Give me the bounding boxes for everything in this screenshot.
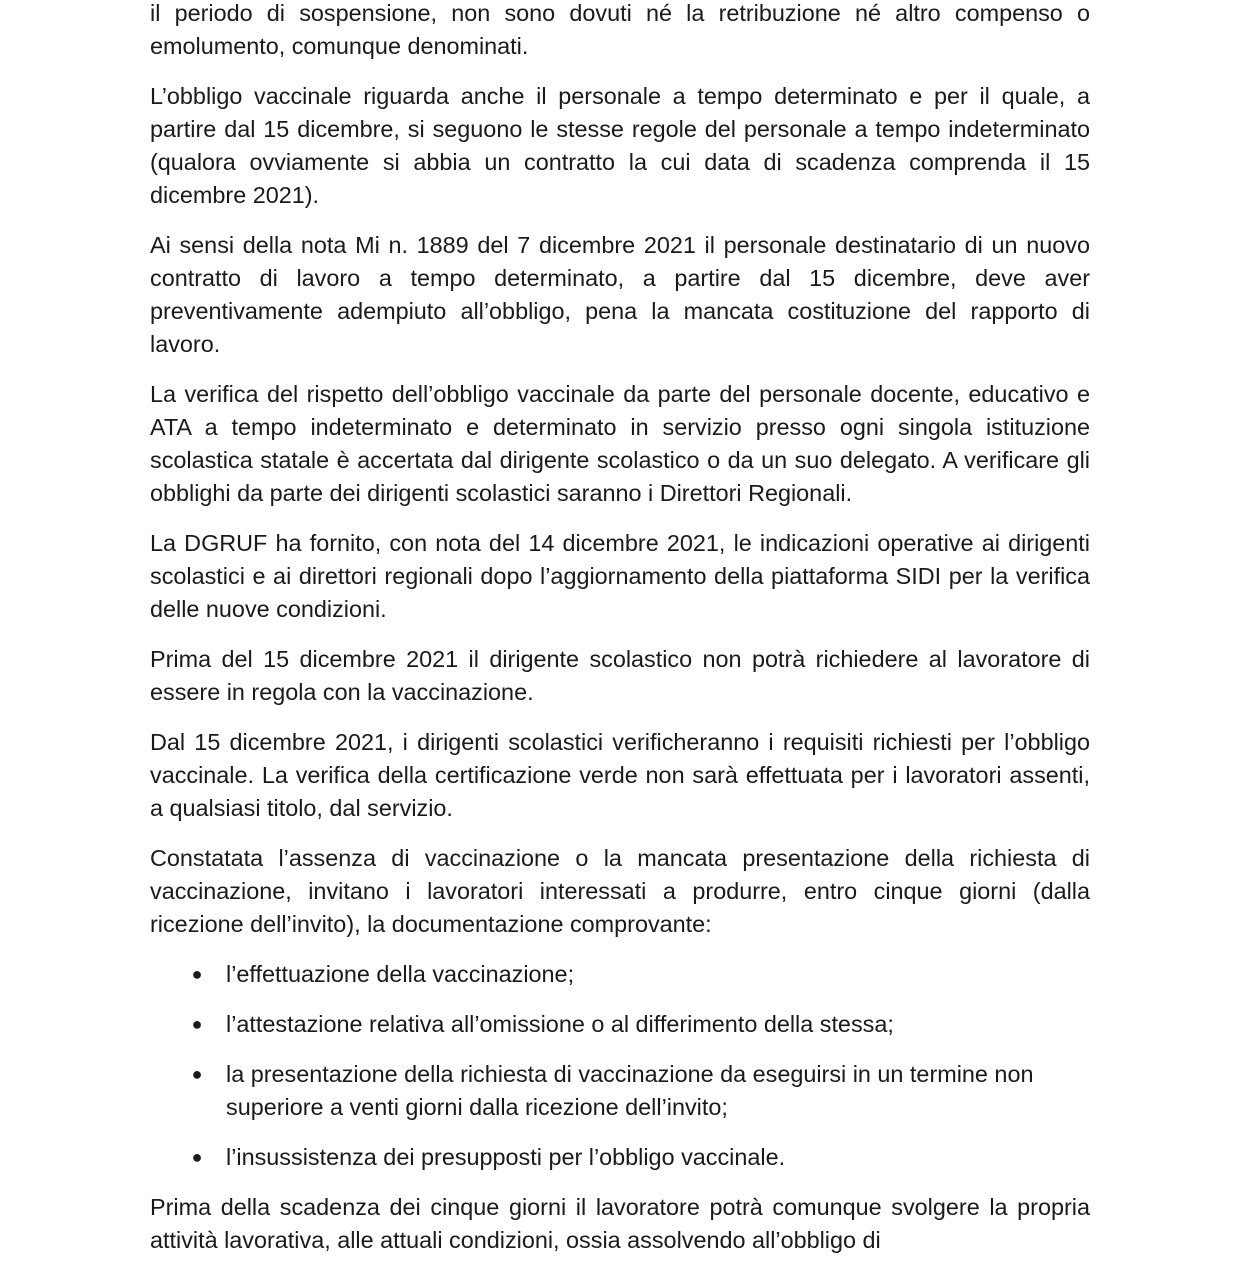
list-item	[150, 1058, 1090, 1124]
list-item-text: la presentazione della richiesta di vaccinazione da eseguirsi in un termine non superiore a venti giorni dalla ricezione dell’invito;	[226, 1061, 1034, 1120]
paragraph-before-dec-15: Prima del 15 dicembre 2021 il dirigente scolastico non potrà richiedere al lavoratore di essere in regola con la vaccinazione.	[150, 646, 1090, 705]
bullet-icon: ●	[191, 1014, 203, 1034]
list-item-text: l’insussistenza dei presupposti per l’obbligo vaccinale.	[226, 1144, 786, 1170]
paragraph-verification: La verifica del rispetto dell’obbligo vaccinale da parte del personale docente, educativo e ATA a tempo indeterminato e determinato in servizio presso ogni singola istituzione scolastica statale è accertata dal dirigente scolastico o da un suo delegato. A verificare gli obblighi da parte dei dirigenti scolastici saranno i Direttori Regionali.	[150, 381, 1090, 506]
paragraph-closing: Prima della scadenza dei cinque giorni il lavoratore potrà comunque svolgere la propria attività lavorativa, alle attuali condizioni, ossia assolvendo all’obbligo di	[150, 1194, 1090, 1253]
bullet-icon: ●	[191, 1147, 203, 1167]
paragraph-dgruf-note: La DGRUF ha fornito, con nota del 14 dicembre 2021, le indicazioni operative ai dirigenti scolastici e ai direttori regionali dopo l’aggiornamento della piattaforma SIDI per la verifica delle nuove condizioni.	[150, 530, 1090, 622]
list-item-text: l’effettuazione della vaccinazione;	[226, 961, 575, 987]
document-page	[150, 0, 1090, 1274]
paragraph-fixed-term-staff: L’obbligo vaccinale riguarda anche il personale a tempo determinato e per il quale, a partire dal 15 dicembre, si seguono le stesse regole del personale a tempo indeterminato (qualora ovviamente si abbia un contratto la cui data di scadenza comprenda il 15 dicembre 2021).	[150, 83, 1090, 208]
list-item	[150, 1008, 1090, 1041]
paragraph-documentation-request: Constatata l’assenza di vaccinazione o la mancata presentazione della richiesta di vaccinazione, invitano i lavoratori interessati a produrre, entro cinque giorni (dalla ricezione dell’invito), la documentazione comprovante:	[150, 845, 1090, 937]
documentation-list	[150, 958, 1090, 1174]
list-item-text: l’attestazione relativa all’omissione o al differimento della stessa;	[226, 1011, 894, 1037]
list-item	[150, 1141, 1090, 1174]
paragraph-suspension-pay: il periodo di sospensione, non sono dovuti né la retribuzione né altro compenso o emolumento, comunque denominati.	[150, 0, 1090, 59]
bullet-icon: ●	[191, 1064, 203, 1084]
bullet-icon: ●	[191, 964, 203, 984]
paragraph-new-contracts: Ai sensi della nota Mi n. 1889 del 7 dicembre 2021 il personale destinatario di un nuovo contratto di lavoro a tempo determinato, a partire dal 15 dicembre, deve aver preventivamente adempiuto all’obbligo, pena la mancata costituzione del rapporto di lavoro.	[150, 232, 1090, 357]
list-item	[150, 958, 1090, 991]
paragraph-from-dec-15: Dal 15 dicembre 2021, i dirigenti scolastici verificheranno i requisiti richiesti per l’obbligo vaccinale. La verifica della certificazione verde non sarà effettuata per i lavoratori assenti, a qualsiasi titolo, dal servizio.	[150, 729, 1090, 821]
